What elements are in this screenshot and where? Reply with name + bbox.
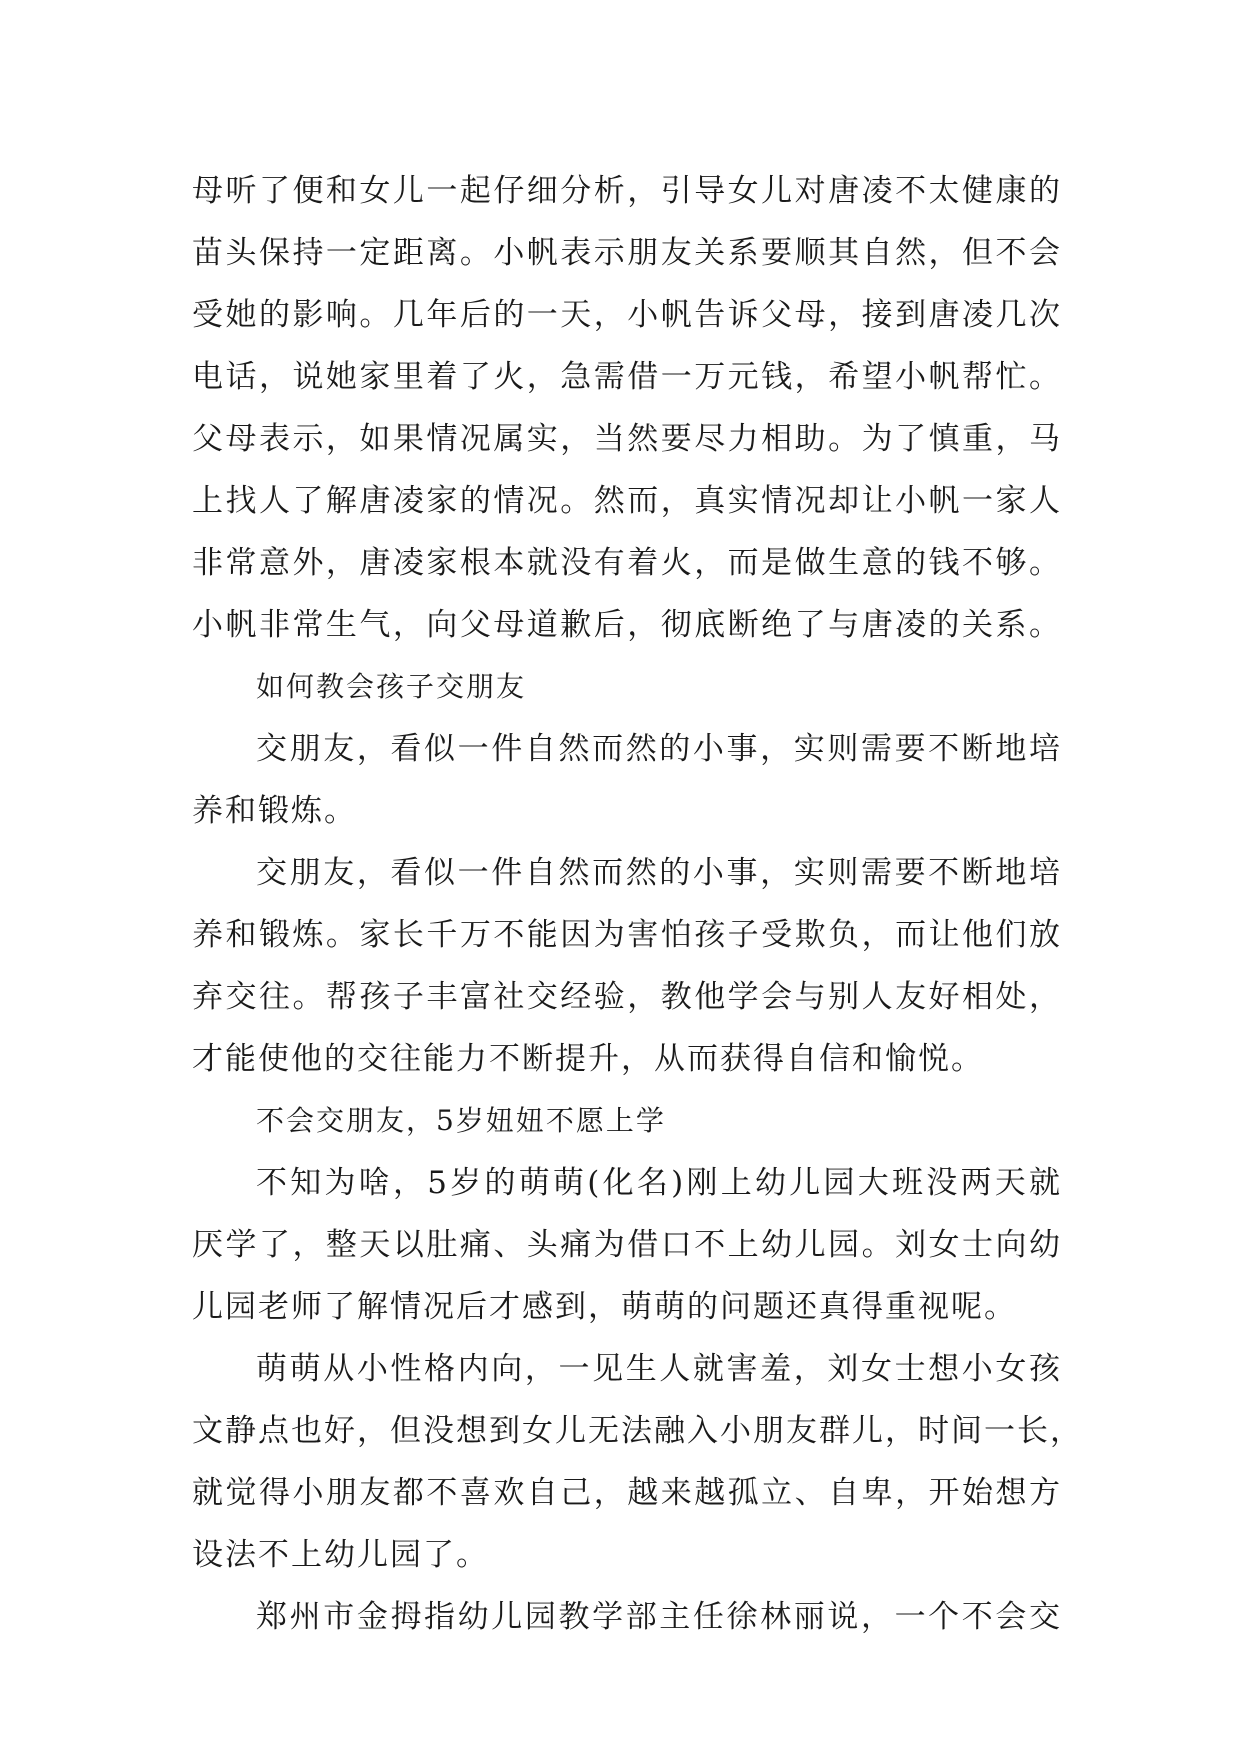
- document-body: [192, 160, 1083, 1648]
- section-heading: 如何教会孩子交朋友: [256, 670, 527, 703]
- paragraph-line: 郑州市金拇指幼儿园教学部主任徐林丽说，一个不会交: [256, 1599, 1062, 1635]
- paragraph-line: 受她的影响。几年后的一天，小帆告诉父母，接到唐凌几次: [192, 297, 1062, 333]
- paragraph-line: 小帆非常生气，向父母道歉后，彻底断绝了与唐凌的关系。: [192, 607, 1062, 643]
- paragraph-line: 厌学了，整天以肚痛、头痛为借口不上幼儿园。刘女士向幼: [192, 1227, 1062, 1263]
- paragraph-line: 电话，说她家里着了火，急需借一万元钱，希望小帆帮忙。: [192, 359, 1062, 395]
- paragraph-line: 交朋友，看似一件自然而然的小事，实则需要不断地培: [256, 855, 1062, 891]
- paragraph-line: 养和锻炼。家长千万不能因为害怕孩子受欺负，而让他们放: [192, 917, 1062, 953]
- paragraph-line: 不知为啥，5岁的萌萌(化名)刚上幼儿园大班没两天就: [256, 1165, 1062, 1201]
- section-heading: 不会交朋友，5岁妞妞不愿上学: [256, 1104, 666, 1137]
- paragraph-line: 养和锻炼。: [192, 793, 357, 829]
- paragraph-line: 文静点也好，但没想到女儿无法融入小朋友群儿，时间一长，: [192, 1413, 1083, 1449]
- paragraph-line: 父母表示，如果情况属实，当然要尽力相助。为了慎重，马: [192, 421, 1062, 457]
- paragraph-line: 非常意外，唐凌家根本就没有着火，而是做生意的钱不够。: [192, 545, 1062, 581]
- paragraph-line: 上找人了解唐凌家的情况。然而，真实情况却让小帆一家人: [192, 483, 1062, 519]
- paragraph-line: 儿园老师了解情况后才感到，萌萌的问题还真得重视呢。: [192, 1289, 1017, 1325]
- paragraph-line: 设法不上幼儿园了。: [192, 1537, 489, 1573]
- paragraph-line: 弃交往。帮孩子丰富社交经验，教他学会与别人友好相处，: [192, 979, 1062, 1015]
- paragraph-line: 才能使他的交往能力不断提升，从而获得自信和愉悦。: [192, 1041, 984, 1077]
- paragraph-line: 萌萌从小性格内向，一见生人就害羞，刘女士想小女孩: [256, 1351, 1062, 1387]
- paragraph-line: 母听了便和女儿一起仔细分析，引导女儿对唐凌不太健康的: [192, 173, 1062, 209]
- paragraph-line: 苗头保持一定距离。小帆表示朋友关系要顺其自然，但不会: [192, 235, 1062, 271]
- paragraph-line: 交朋友，看似一件自然而然的小事，实则需要不断地培: [256, 731, 1062, 767]
- paragraph-line: 就觉得小朋友都不喜欢自己，越来越孤立、自卑，开始想方: [192, 1475, 1062, 1511]
